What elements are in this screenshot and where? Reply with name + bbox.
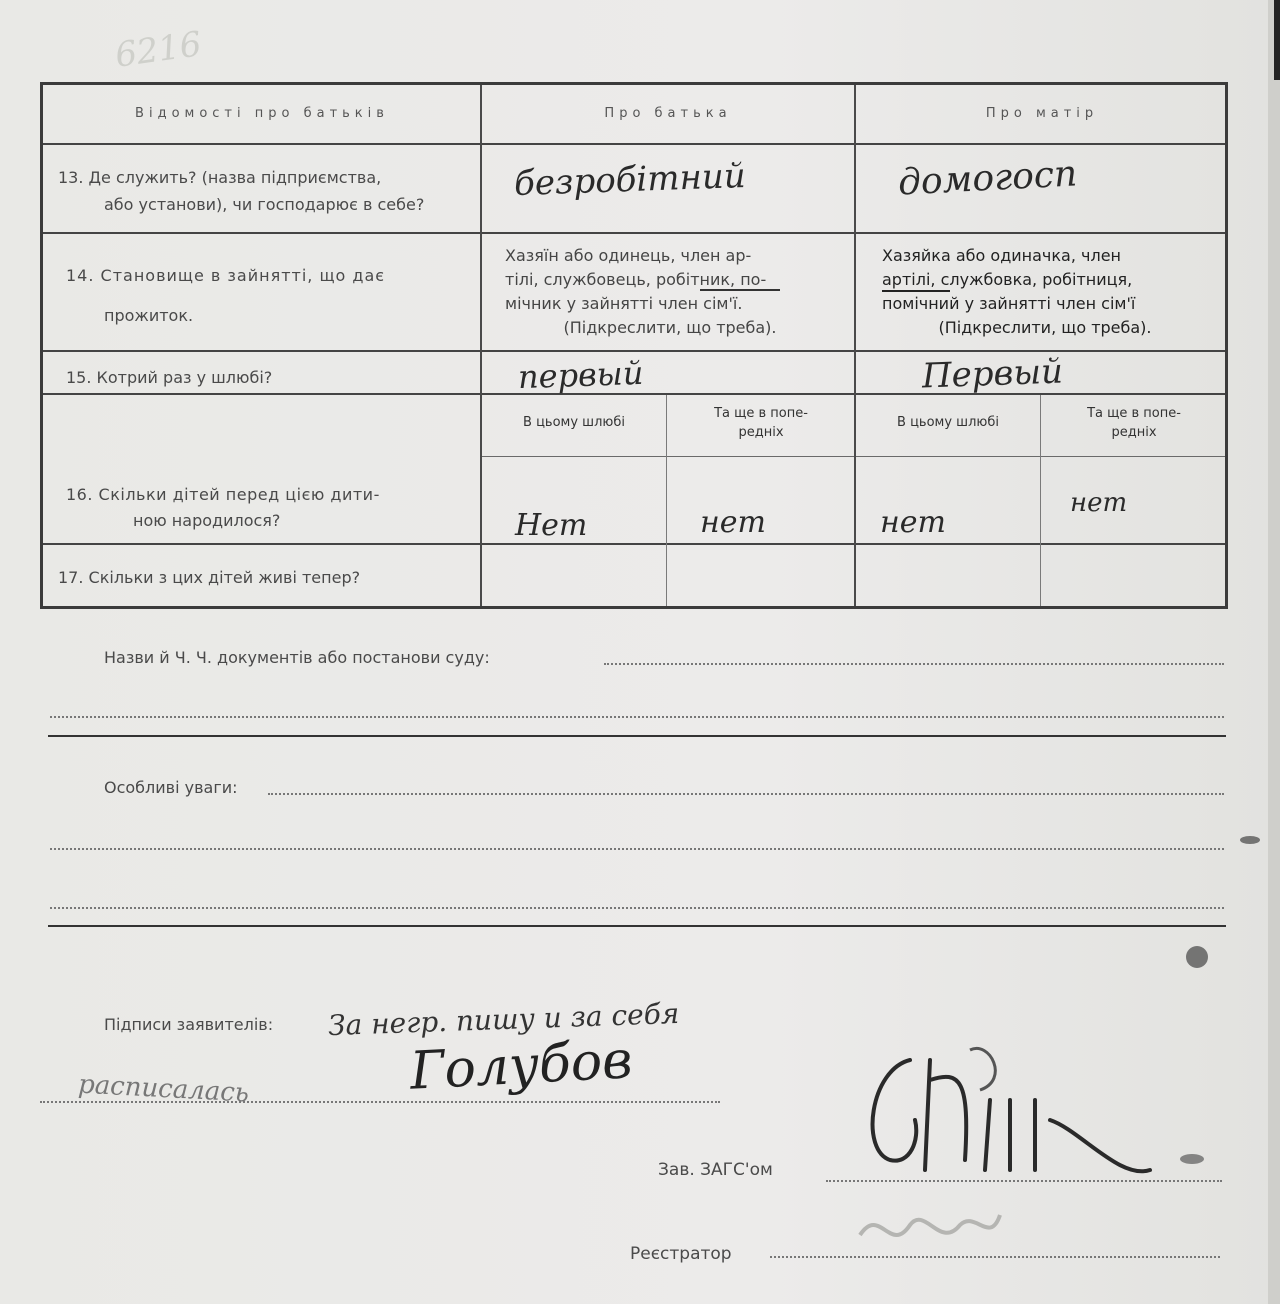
q16-question-line2: ною народилося? [133, 511, 281, 530]
q16-father-this: Нет [515, 508, 588, 543]
registrar-label: Реєстратор [630, 1244, 732, 1264]
q13-mother-answer: домогосп [897, 153, 1079, 204]
signatures-handwritten-line1: За негр. пишу и за себя [327, 996, 680, 1043]
q14-father-options-line2: тілі, службовець, робітник, по- [505, 270, 767, 289]
section-rule [48, 735, 1226, 737]
q14-father-options-line3: мічник у зайнятті член сім'ї. [505, 294, 743, 313]
ink-blot [1240, 836, 1260, 844]
q17-question: 17. Скільки з цих дітей живі тепер? [58, 568, 361, 587]
q16-mother-prev: нет [1070, 488, 1128, 518]
row-divider [43, 232, 1225, 234]
row-divider [43, 143, 1225, 145]
underline-worker [700, 289, 780, 291]
q15-mother-answer: Первый [921, 351, 1064, 397]
q16-question-line1: 16. Скільки дітей перед цією дити- [66, 485, 380, 504]
header-about-father: Про батька [604, 106, 732, 121]
column-divider [666, 395, 667, 606]
signatures-handwritten-name: Голубов [408, 1030, 634, 1102]
q15-question: 15. Котрий раз у шлюбі? [66, 368, 273, 387]
remarks-line [50, 848, 1224, 850]
remarks-label: Особливі уваги: [104, 778, 238, 797]
documents-line [50, 716, 1224, 718]
q14-father-options-line1: Хазяїн або одинець, член ар- [505, 246, 752, 265]
documents-label: Назви й Ч. Ч. документів або постанови суду: [104, 648, 490, 667]
page-edge [1268, 0, 1280, 1304]
q15-father-answer: первый [517, 353, 644, 397]
q14-mother-options-line3: помічний у зайнятті член сім'ї [882, 294, 1136, 313]
section-rule [48, 925, 1226, 927]
signatures-label: Підписи заявителів: [104, 1015, 274, 1034]
zags-signature-scribble [850, 1020, 1170, 1190]
q14-mother-options-line2: артілі, службовка, робітниця, [882, 270, 1133, 289]
q16-mother-this: нет [880, 505, 946, 540]
ink-blot [1186, 946, 1208, 968]
q14-father-options-line4: (Підкреслити, що треба). [563, 318, 777, 337]
row-divider [43, 393, 1225, 395]
signatures-line [40, 1101, 720, 1103]
ink-blot [1180, 1154, 1204, 1164]
zags-label: Зав. ЗАГС'ом [658, 1160, 773, 1180]
subheader-father-this-marriage: В цьому шлюбі [523, 415, 625, 430]
q14-question-line1: 14. Становище в зайнятті, що дає [66, 266, 386, 285]
q13-father-answer: безробітний [513, 155, 747, 205]
remarks-line [268, 793, 1224, 795]
column-divider [854, 85, 856, 606]
registrar-signature-faint [850, 1195, 1010, 1265]
subheader-mother-this-marriage: В цьому шлюбі [897, 415, 999, 430]
subheader-mother-previous-line1: Та ще в попе- [1087, 406, 1181, 421]
archive-number-mark: 6216 [112, 24, 204, 76]
row-divider [43, 543, 1225, 545]
underline-artil [882, 290, 950, 292]
page-edge-shadow [1274, 0, 1280, 80]
column-divider [480, 85, 482, 606]
subheader-father-previous-line2: редніх [738, 425, 784, 440]
q13-question-line2: або установи), чи господарює в себе? [104, 195, 425, 214]
subheader-mother-previous-line2: редніх [1111, 425, 1157, 440]
q16-father-prev: нет [700, 505, 766, 540]
q14-question-line2: прожиток. [104, 306, 194, 325]
remarks-line [50, 907, 1224, 909]
header-parents-info: Відомості про батьків [135, 106, 389, 121]
q13-question-line1: 13. Де служить? (назва підприємства, [58, 168, 382, 187]
subheader-father-previous-line1: Та ще в попе- [714, 406, 808, 421]
q14-mother-options-line1: Хазяйка або одиначка, член [882, 246, 1121, 265]
q14-mother-options-line4: (Підкреслити, що треба). [938, 318, 1152, 337]
signatures-handwritten-line3: расписалась [77, 1069, 250, 1109]
column-divider [1040, 395, 1041, 606]
documents-line [604, 663, 1224, 665]
header-about-mother: Про матір [985, 106, 1099, 121]
